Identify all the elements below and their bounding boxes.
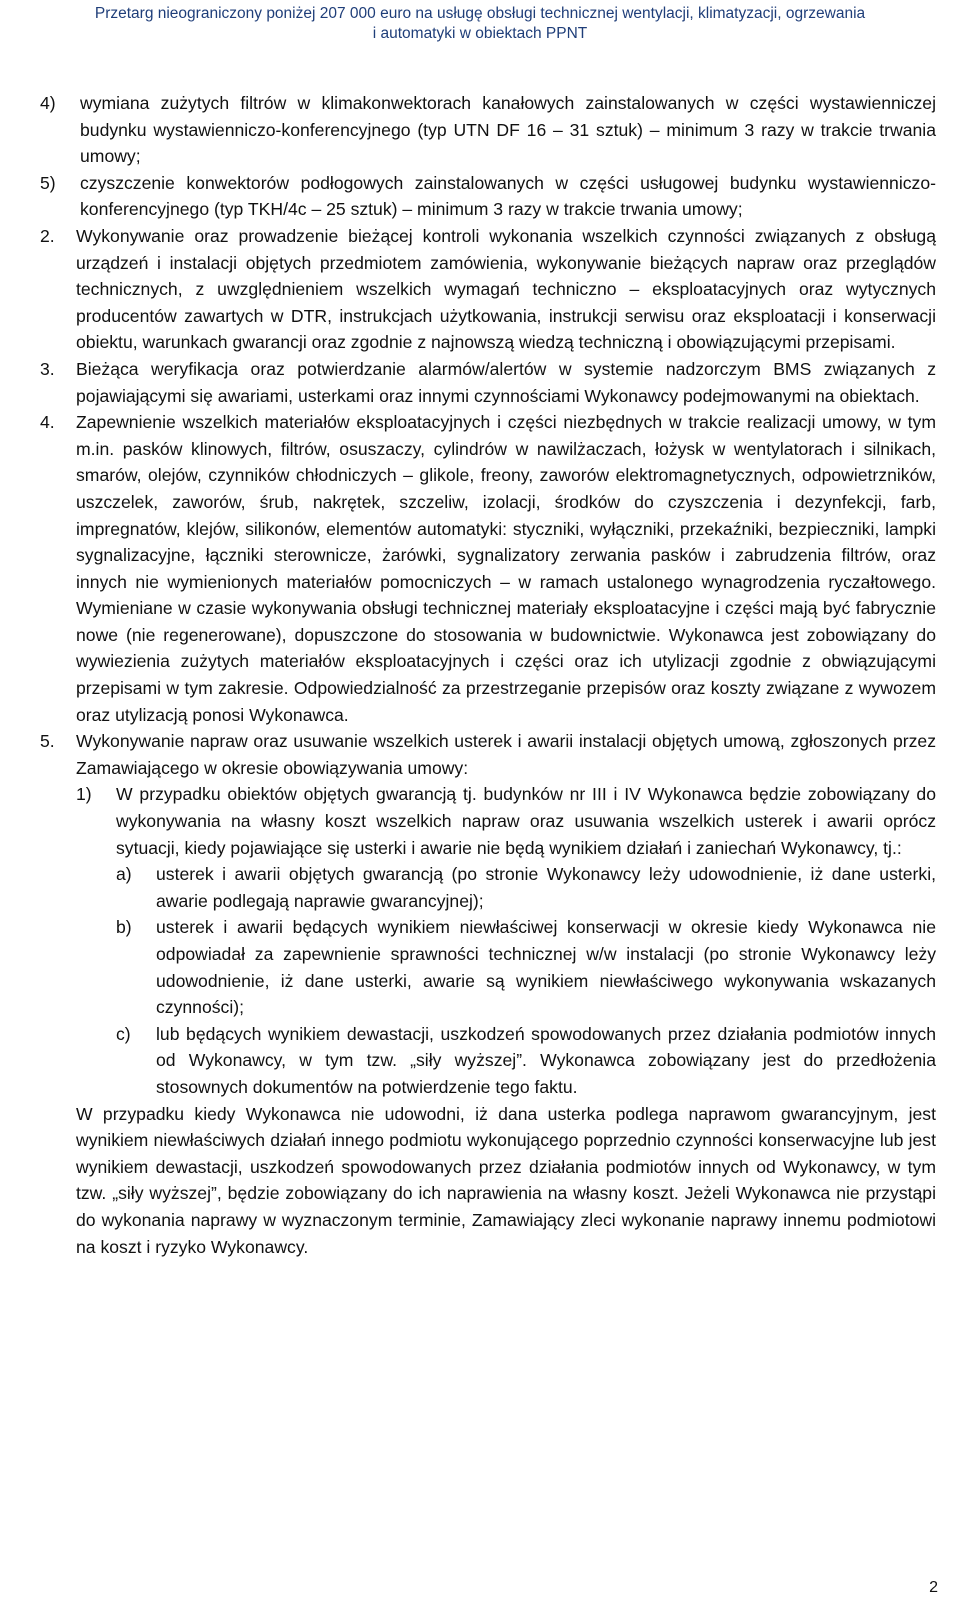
section-4	[40, 409, 936, 728]
list-item-text: czyszczenie konwektorów podłogowych zainstalowanych w części usługowej budynku wystawienniczo-konferencyjnego (typ TKH/4c – 25 sztuk) – minimum 3 razy w trakcie trwania umowy;	[80, 172, 936, 220]
subitem-text: usterek i awarii objętych gwarancją (po stronie Wykonawcy leży udowodnienie, iż dane usterki, awarie podlegają naprawie gwarancyjnej);	[156, 864, 936, 911]
list-item-4	[40, 90, 936, 170]
section-number: 2.	[40, 225, 55, 246]
subitem-c	[116, 1021, 936, 1101]
section-text: Bieżąca weryfikacja oraz potwierdzanie alarmów/alertów w systemie nadzorczym BMS związanych z pojawiającymi się awariami, usterkami oraz innymi czynnościami Wykonawcy podejmowanymi na obiektach.	[76, 358, 936, 406]
subitem-a	[116, 861, 936, 914]
page-number: 2	[929, 1579, 938, 1596]
section-number: 4.	[40, 412, 55, 433]
section-number: 5.	[40, 731, 55, 752]
header-line-2: i automatyki w obiektach PPNT	[372, 25, 588, 42]
section-number: 3.	[40, 358, 55, 379]
list-item-number: 5)	[40, 172, 56, 193]
section-2	[40, 223, 936, 356]
list-item-number: 4)	[40, 93, 56, 113]
subitem-letter: b)	[116, 917, 132, 938]
running-header	[0, 4, 960, 44]
closing-paragraph: W przypadku kiedy Wykonawca nie udowodni, iż dana usterka podlega naprawom gwarancyjnym, jest wynikiem niewłaściwych działań innego podmiotu wykonującego poprzednio czynności konserwacyjne lub jest wynikiem dewastacji, uszkodzeń spowodowanych przez działania podmiotów innych od Wykonawcy, w tym tzw. „siły wyższej”, będzie zobowiązany do ich naprawienia na własny koszt. Jeżeli Wykonawca nie przystąpi do wykonania naprawy w wyznaczonym terminie, Zamawiający zleci wykonanie naprawy innemu podmiotowi na koszt i ryzyko Wykonawcy.	[76, 1103, 936, 1257]
section-5	[40, 728, 936, 781]
list-item-5	[40, 170, 936, 223]
subitem-letter: a)	[116, 864, 132, 885]
subitem-letter: c)	[116, 1023, 131, 1044]
subitem-1	[76, 781, 936, 861]
document-body	[40, 90, 936, 1260]
section-3	[40, 356, 936, 409]
section-text: Wykonywanie oraz prowadzenie bieżącej kontroli wykonania wszelkich czynności związanych z obsługą urządzeń i instalacji objętych przedmiotem zamówienia, wykonywanie bieżących napraw oraz przeglądów technicznych, z uwzględnieniem wszelkich wymagań techniczno – eksploatacyjnych oraz wytycznych producentów zawartych w DTR, instrukcjach użytkowania, instrukcji serwisu oraz eksploatacji i konserwacji obiektu, warunkach gwarancji oraz zgodnie z najnowszą wiedzą techniczną i obowiązującymi przepisami.	[76, 225, 936, 353]
subitem-b	[116, 914, 936, 1020]
section-text: Wykonywanie napraw oraz usuwanie wszelkich usterek i awarii instalacji objętych umową, zgłoszonych przez Zamawiającego w okresie obowiązywania umowy:	[76, 731, 936, 778]
subitem-text: lub będących wynikiem dewastacji, uszkodzeń spowodowanych przez działania podmiotów innych od Wykonawcy, w tym tzw. „siły wyższej”. Wykonawca zobowiązany jest do przedłożenia stosownych dokumentów na potwierdzenie tego faktu.	[156, 1023, 936, 1097]
section-text: Zapewnienie wszelkich materiałów eksploatacyjnych i części niezbędnych w trakcie realizacji umowy, w tym m.in. pasków klinowych, filtrów, osuszaczy, cylindrów w nawilżaczach, łożysk w wentylatorach i silnikach, smarów, olejów, czynników chłodniczych – glikole, freony, zaworów elektromagnetycznych, odpowietrzników, uszczelek, zaworów, śrub, nakrętek, szczeliw, izolacji, środków do czyszczenia i dezynfekcji, farb, impregnatów, klejów, silikonów, elementów automatyki: styczniki, wyłączniki, przekaźniki, bezpieczniki, lampki sygnalizacyjne, łączniki sterownicze, żarówki, sygnalizatory zerwania pasków i zabrudzenia filtrów, oraz innych nie wymienionych materiałów pomocniczych – w ramach ustalonego wynagrodzenia ryczałtowego. Wymieniane w czasie wykonywania obsługi technicznej materiały eksploatacyjne i części mają być fabrycznie nowe (nie regenerowane), dopuszczone do stosowania w budownictwie. Wykonawca jest zobowiązany do wywiezienia zużytych materiałów eksploatacyjnych i części oraz ich utylizacji zgodnie z obwiązującymi przepisami w tym zakresie. Odpowiedzialność za przestrzeganie przepisów oraz koszty związane z wywozem oraz utylizacją ponosi Wykonawca.	[76, 412, 936, 725]
list-item-text: wymiana zużytych filtrów w klimakonwektorach kanałowych zainstalowanych w części wystawienniczej budynku wystawienniczo-konferencyjnego (typ UTN DF 16 – 31 sztuk) – minimum 3 razy w trakcie trwania umowy;	[80, 93, 936, 167]
subitem-text: usterek i awarii będących wynikiem niewłaściwej konserwacji w okresie kiedy Wykonawca nie odpowiadał za zapewnienie sprawności technicznej w/w instalacji (po stronie Wykonawcy leży udowodnienie, iż dane usterki, awarie są wynikiem niewłaściwego wykonywania wskazanych czynności);	[156, 917, 936, 1018]
section-5-content	[76, 781, 936, 1260]
header-line-1: Przetarg nieograniczony poniżej 207 000 euro na usługę obsługi technicznej wentylacji, klimatyzacji, ogrzewania	[94, 5, 866, 22]
subitem-text: W przypadku obiektów objętych gwarancją tj. budynków nr III i IV Wykonawca będzie zobowiązany do wykonywania na własny koszt wszelkich napraw oraz usuwania wszelkich usterek i awarii oprócz sytuacji, kiedy pojawiające się usterki i awarie nie będą wynikiem działań i zaniechań Wykonawcy, tj.:	[116, 784, 936, 858]
subitem-number: 1)	[76, 784, 92, 805]
